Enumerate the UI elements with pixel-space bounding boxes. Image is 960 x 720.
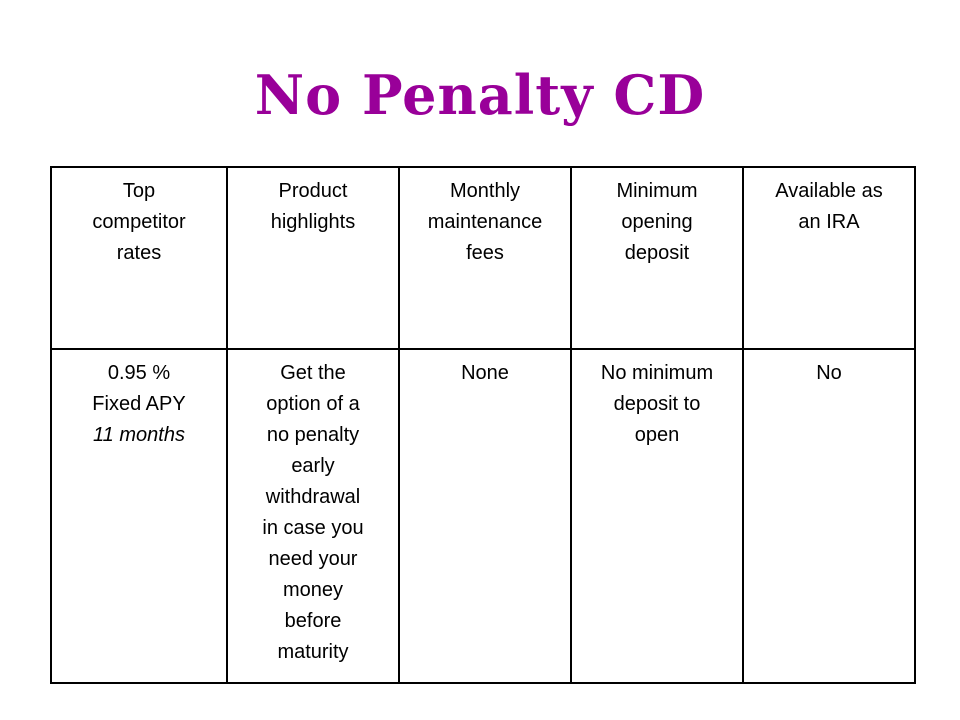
- header-line: Minimum: [616, 180, 698, 202]
- highlight-line: early: [291, 455, 335, 477]
- header-line: Top: [122, 180, 156, 202]
- table-header-row: [51, 167, 915, 349]
- header-competitor-rates: [51, 167, 227, 349]
- cell-monthly-fees: [399, 349, 571, 683]
- header-minimum-deposit: [571, 167, 743, 349]
- header-line: an IRA: [798, 211, 860, 233]
- header-line: competitor: [92, 211, 186, 233]
- ira-value: No: [816, 362, 842, 384]
- header-line: Product: [278, 180, 348, 202]
- highlight-line: withdrawal: [265, 486, 361, 508]
- slide-title: No Penalty CD: [254, 63, 706, 127]
- comparison-table: [50, 166, 916, 684]
- header-line: Available as: [775, 180, 883, 202]
- rate-type: Fixed APY: [92, 393, 186, 415]
- header-line: rates: [116, 242, 162, 264]
- cell-ira-availability: [743, 349, 915, 683]
- rate-term: 11 months: [93, 424, 185, 446]
- highlight-line: option of a: [266, 393, 360, 415]
- header-line: maintenance: [427, 211, 543, 233]
- header-line: fees: [466, 242, 504, 264]
- cell-competitor-rate: [51, 349, 227, 683]
- highlight-line: before: [284, 610, 342, 632]
- header-monthly-fees: [399, 167, 571, 349]
- highlight-line: no penalty: [266, 424, 360, 446]
- cell-product-highlights: [227, 349, 399, 683]
- highlight-line: need your: [268, 548, 358, 570]
- highlight-line: Get the: [280, 362, 346, 384]
- highlight-line: money: [282, 579, 344, 601]
- fees-value: None: [461, 362, 509, 384]
- header-line: highlights: [270, 211, 356, 233]
- highlight-line: in case you: [262, 517, 364, 539]
- highlight-line: maturity: [277, 641, 349, 663]
- cell-minimum-deposit: [571, 349, 743, 683]
- deposit-line: No minimum: [600, 362, 714, 384]
- header-product-highlights: [227, 167, 399, 349]
- header-line: opening: [621, 211, 693, 233]
- header-ira-availability: [743, 167, 915, 349]
- header-line: deposit: [624, 242, 690, 264]
- table-row: [51, 349, 915, 683]
- deposit-line: deposit to: [613, 393, 701, 415]
- rate-value: 0.95 %: [107, 362, 171, 384]
- header-line: Monthly: [449, 180, 521, 202]
- deposit-line: open: [634, 424, 680, 446]
